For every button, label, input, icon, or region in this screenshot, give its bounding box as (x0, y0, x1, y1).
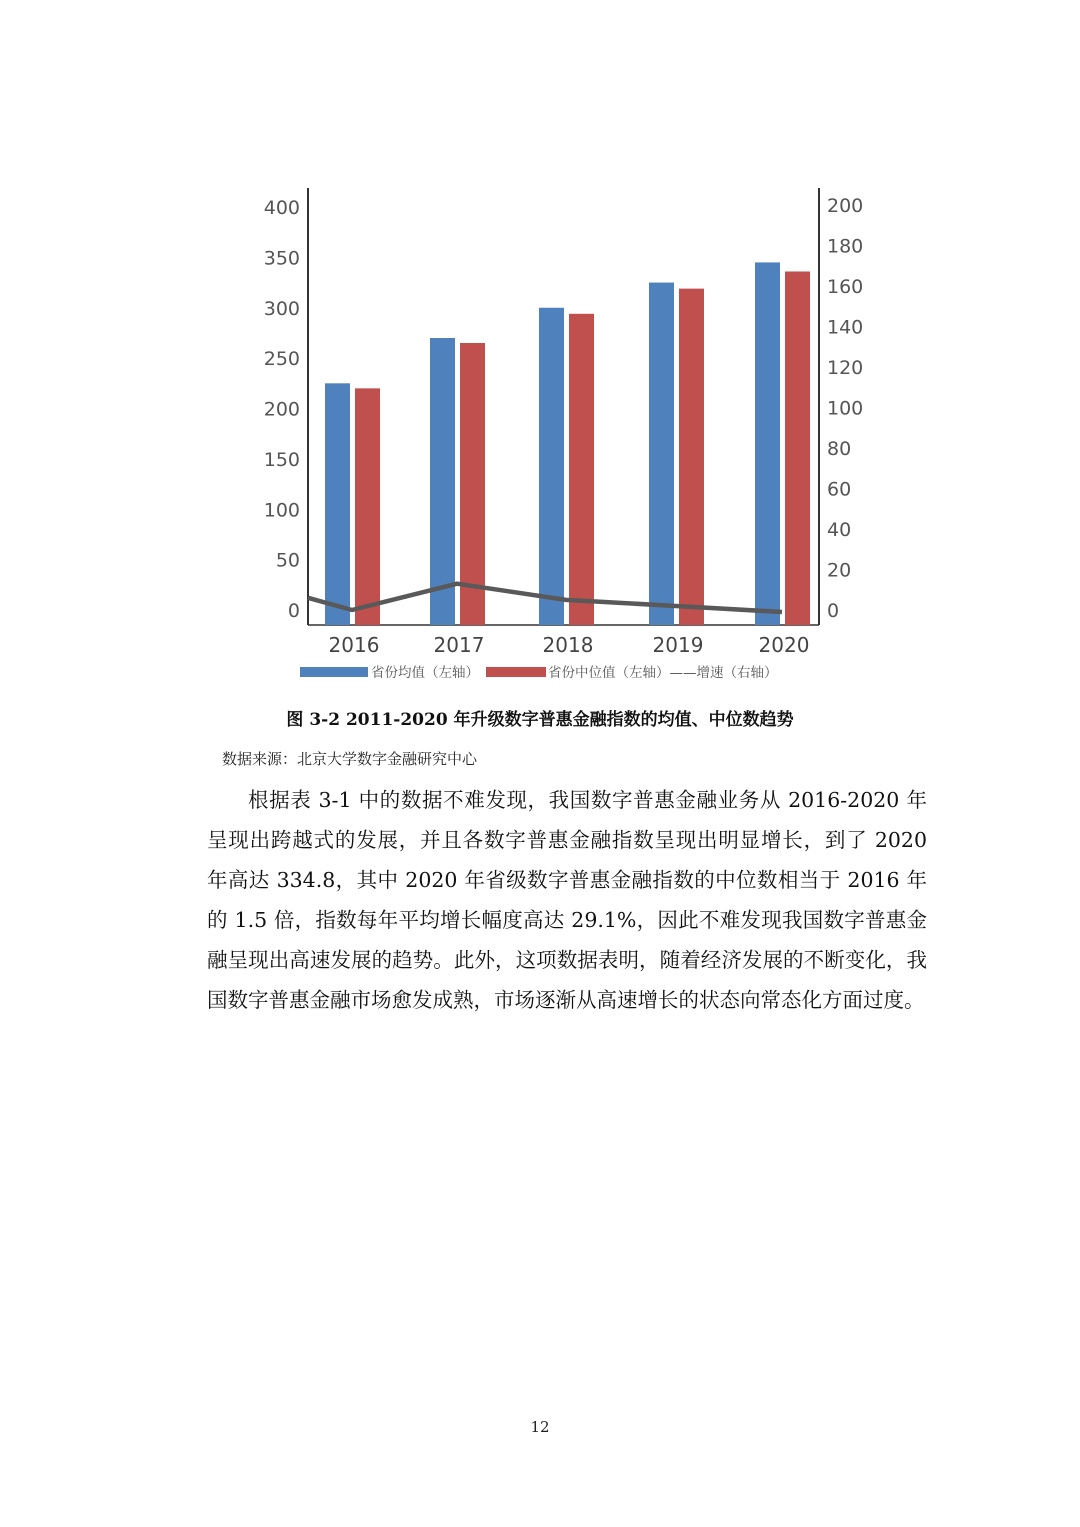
left-tick-label: 50 (275, 549, 300, 572)
x-tick-label: 2020 (758, 633, 810, 657)
bar-mean (325, 383, 350, 625)
x-tick-label: 2017 (433, 633, 485, 657)
right-tick-label: 180 (827, 235, 864, 258)
x-tick-label: 2016 (328, 633, 380, 657)
figure-caption: 图 3-2 2011-2020 年升级数字普惠金融指数的均值、中位数趋势 (286, 710, 794, 730)
bar-mean (649, 283, 674, 625)
right-tick-label: 120 (827, 357, 864, 379)
chart-legend (300, 664, 778, 681)
left-tick-label: 200 (263, 398, 300, 421)
right-tick-label: 140 (827, 316, 864, 339)
legend-label-median: 省份中位值（左轴）——增速（右轴） (548, 665, 778, 681)
left-tick-label: 350 (263, 247, 300, 270)
left-axis-tick-labels (264, 197, 300, 622)
right-tick-label: 80 (827, 438, 852, 460)
left-tick-label: 300 (263, 297, 300, 320)
left-tick-label: 400 (263, 197, 300, 219)
bar-median (355, 388, 380, 625)
bar-median (679, 289, 704, 625)
left-tick-label: 250 (263, 348, 300, 371)
bar-median (785, 271, 810, 625)
right-axis-tick-labels (827, 195, 863, 622)
x-tick-label: 2018 (542, 633, 594, 657)
page-number: 12 (530, 1418, 550, 1436)
legend-label-mean: 省份均值（左轴） (371, 665, 479, 681)
left-tick-label: 150 (263, 448, 300, 471)
legend-swatch-mean (300, 667, 368, 677)
bar-mean (430, 338, 455, 625)
right-tick-label: 0 (827, 600, 840, 622)
right-tick-label: 20 (827, 559, 852, 582)
body-paragraph: 根据表 3-1 中的数据不难发现，我国数字普惠金融业务从 2016-2020 年呈现出跨越式的发展，并且各数字普惠金融指数呈现出明显增长，到了 2020 年高达 334.8，其中 2020 年省级数字普惠金融指数的中位数相当于 2016 年的 1.5 倍，指数每年平均增长幅度高达 29.1%，因此不难发现我国数字普惠金融呈现出高速发展的趋势。此外，这项数据表明，随着经济发展的不断变化，我国数字普惠金融市场愈发成熟，市场逐渐从高速增长的状态向常态化方面过度。 (207, 788, 927, 1012)
bar-marks (325, 262, 810, 625)
right-tick-label: 160 (827, 276, 864, 298)
x-axis-tick-labels (329, 633, 810, 657)
bar-mean (755, 262, 780, 625)
right-tick-label: 200 (827, 195, 864, 217)
left-tick-label: 0 (287, 600, 300, 622)
figure-source: 数据来源：北京大学数字金融研究中心 (222, 750, 478, 768)
right-tick-label: 40 (827, 519, 852, 541)
right-tick-label: 60 (827, 478, 852, 501)
x-tick-label: 2019 (652, 633, 704, 657)
legend-swatch-median (486, 667, 546, 677)
bar-mean (539, 308, 564, 625)
bar-median (569, 314, 594, 625)
left-tick-label: 100 (263, 499, 300, 522)
bar-line-chart (250, 180, 890, 690)
right-tick-label: 100 (827, 397, 864, 420)
